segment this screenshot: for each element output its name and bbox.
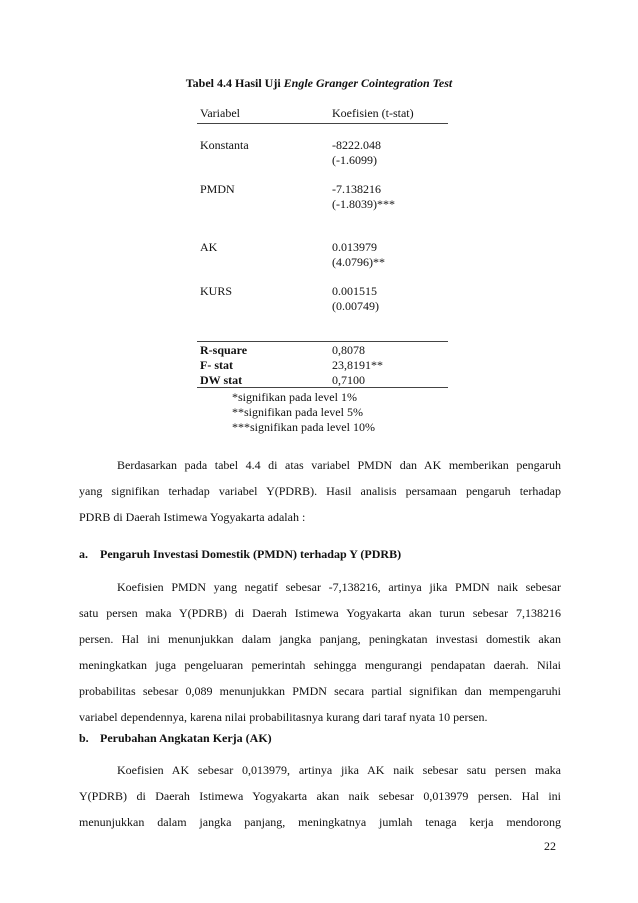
- paragraph-line: meningkatkan juga pengeluaran pemerintah sehingga mengurangi pendapatan daerah. Nilai: [79, 658, 561, 672]
- table-row-tstat: (0.00749): [332, 299, 379, 313]
- table-stat-value: 0,8078: [332, 343, 365, 357]
- table-stat-name: F- stat: [200, 358, 233, 372]
- paragraph-line: yang signifikan terhadap variabel Y(PDRB). Hasil analisis persamaan pengaruh terhadap: [79, 484, 561, 498]
- section-label: b.: [79, 731, 89, 745]
- paragraph-line: satu persen maka Y(PDRB) di Daerah Istimewa Yogyakarta akan turun sebesar 7,138216: [79, 606, 561, 620]
- table-bottom-rule: [197, 387, 448, 388]
- section-heading-b: [79, 731, 272, 746]
- section-title: Pengaruh Investasi Domestik (PMDN) terhadap Y (PDRB): [100, 547, 402, 561]
- table-row-name: PMDN: [200, 182, 235, 196]
- paragraph-line: Berdasarkan pada tabel 4.4 di atas variabel PMDN dan AK memberikan pengaruh: [117, 458, 561, 472]
- table-caption-prefix: Tabel 4.4 Hasil Uji: [185, 76, 284, 90]
- paragraph-line: Koefisien PMDN yang negatif sebesar -7,138216, artinya jika PMDN naik sebesar: [117, 580, 561, 594]
- table-caption: [0, 76, 638, 91]
- table-header-coef: Koefisien (t-stat): [332, 106, 414, 120]
- paragraph-line: probabilitas sebesar 0,089 menunjukkan PMDN secara partial signifikan dan mempengaruhi: [79, 684, 561, 698]
- table-note: *signifikan pada level 1%: [232, 390, 357, 404]
- table-row-tstat: (4.0796)**: [332, 255, 385, 269]
- table-row-coef: -8222.048: [332, 138, 381, 152]
- paragraph-line: Koefisien AK sebesar 0,013979, artinya jika AK naik sebesar satu persen maka: [117, 763, 561, 777]
- paragraph-line: persen. Hal ini menunjukkan dalam jangka panjang, peningkatan investasi domestik akan: [79, 632, 561, 646]
- paragraph-line: PDRB di Daerah Istimewa Yogyakarta adalah :: [79, 510, 306, 524]
- section-label: a.: [79, 547, 88, 561]
- table-row-coef: -7.138216: [332, 182, 381, 196]
- table-header-variable: Variabel: [200, 106, 240, 120]
- table-header-rule: [197, 123, 448, 124]
- paragraph-line: variabel dependennya, karena nilai probabilitasnya kurang dari taraf nyata 10 persen.: [79, 710, 488, 724]
- paragraph-line: menunjukkan dalam jangka panjang, meningkatnya jumlah tenaga kerja mendorong: [79, 815, 561, 829]
- table-row-coef: 0.001515: [332, 284, 377, 298]
- table-stat-value: 23,8191**: [332, 358, 383, 372]
- table-stat-value: 0,7100: [332, 373, 365, 387]
- table-note: ***signifikan pada level 10%: [232, 420, 375, 434]
- table-stats-rule: [197, 341, 448, 342]
- table-note: **signifikan pada level 5%: [232, 405, 363, 419]
- table-row-name: KURS: [200, 284, 233, 298]
- table-row-name: Konstanta: [200, 138, 249, 152]
- section-title: Perubahan Angkatan Kerja (AK): [100, 731, 272, 745]
- table-stat-name: R-square: [200, 343, 248, 357]
- table-row-tstat: (-1.6099): [332, 153, 377, 167]
- table-stat-name: DW stat: [200, 373, 243, 387]
- page-number: 22: [544, 839, 556, 853]
- table-row-tstat: (-1.8039)***: [332, 197, 395, 211]
- table-caption-italic: Engle Granger Cointegration Test: [283, 76, 453, 90]
- section-heading-a: [79, 547, 401, 562]
- table-row-name: AK: [200, 240, 218, 254]
- paragraph-line: Y(PDRB) di Daerah Istimewa Yogyakarta akan naik sebesar 0,013979 persen. Hal ini: [79, 789, 561, 803]
- table-row-coef: 0.013979: [332, 240, 377, 254]
